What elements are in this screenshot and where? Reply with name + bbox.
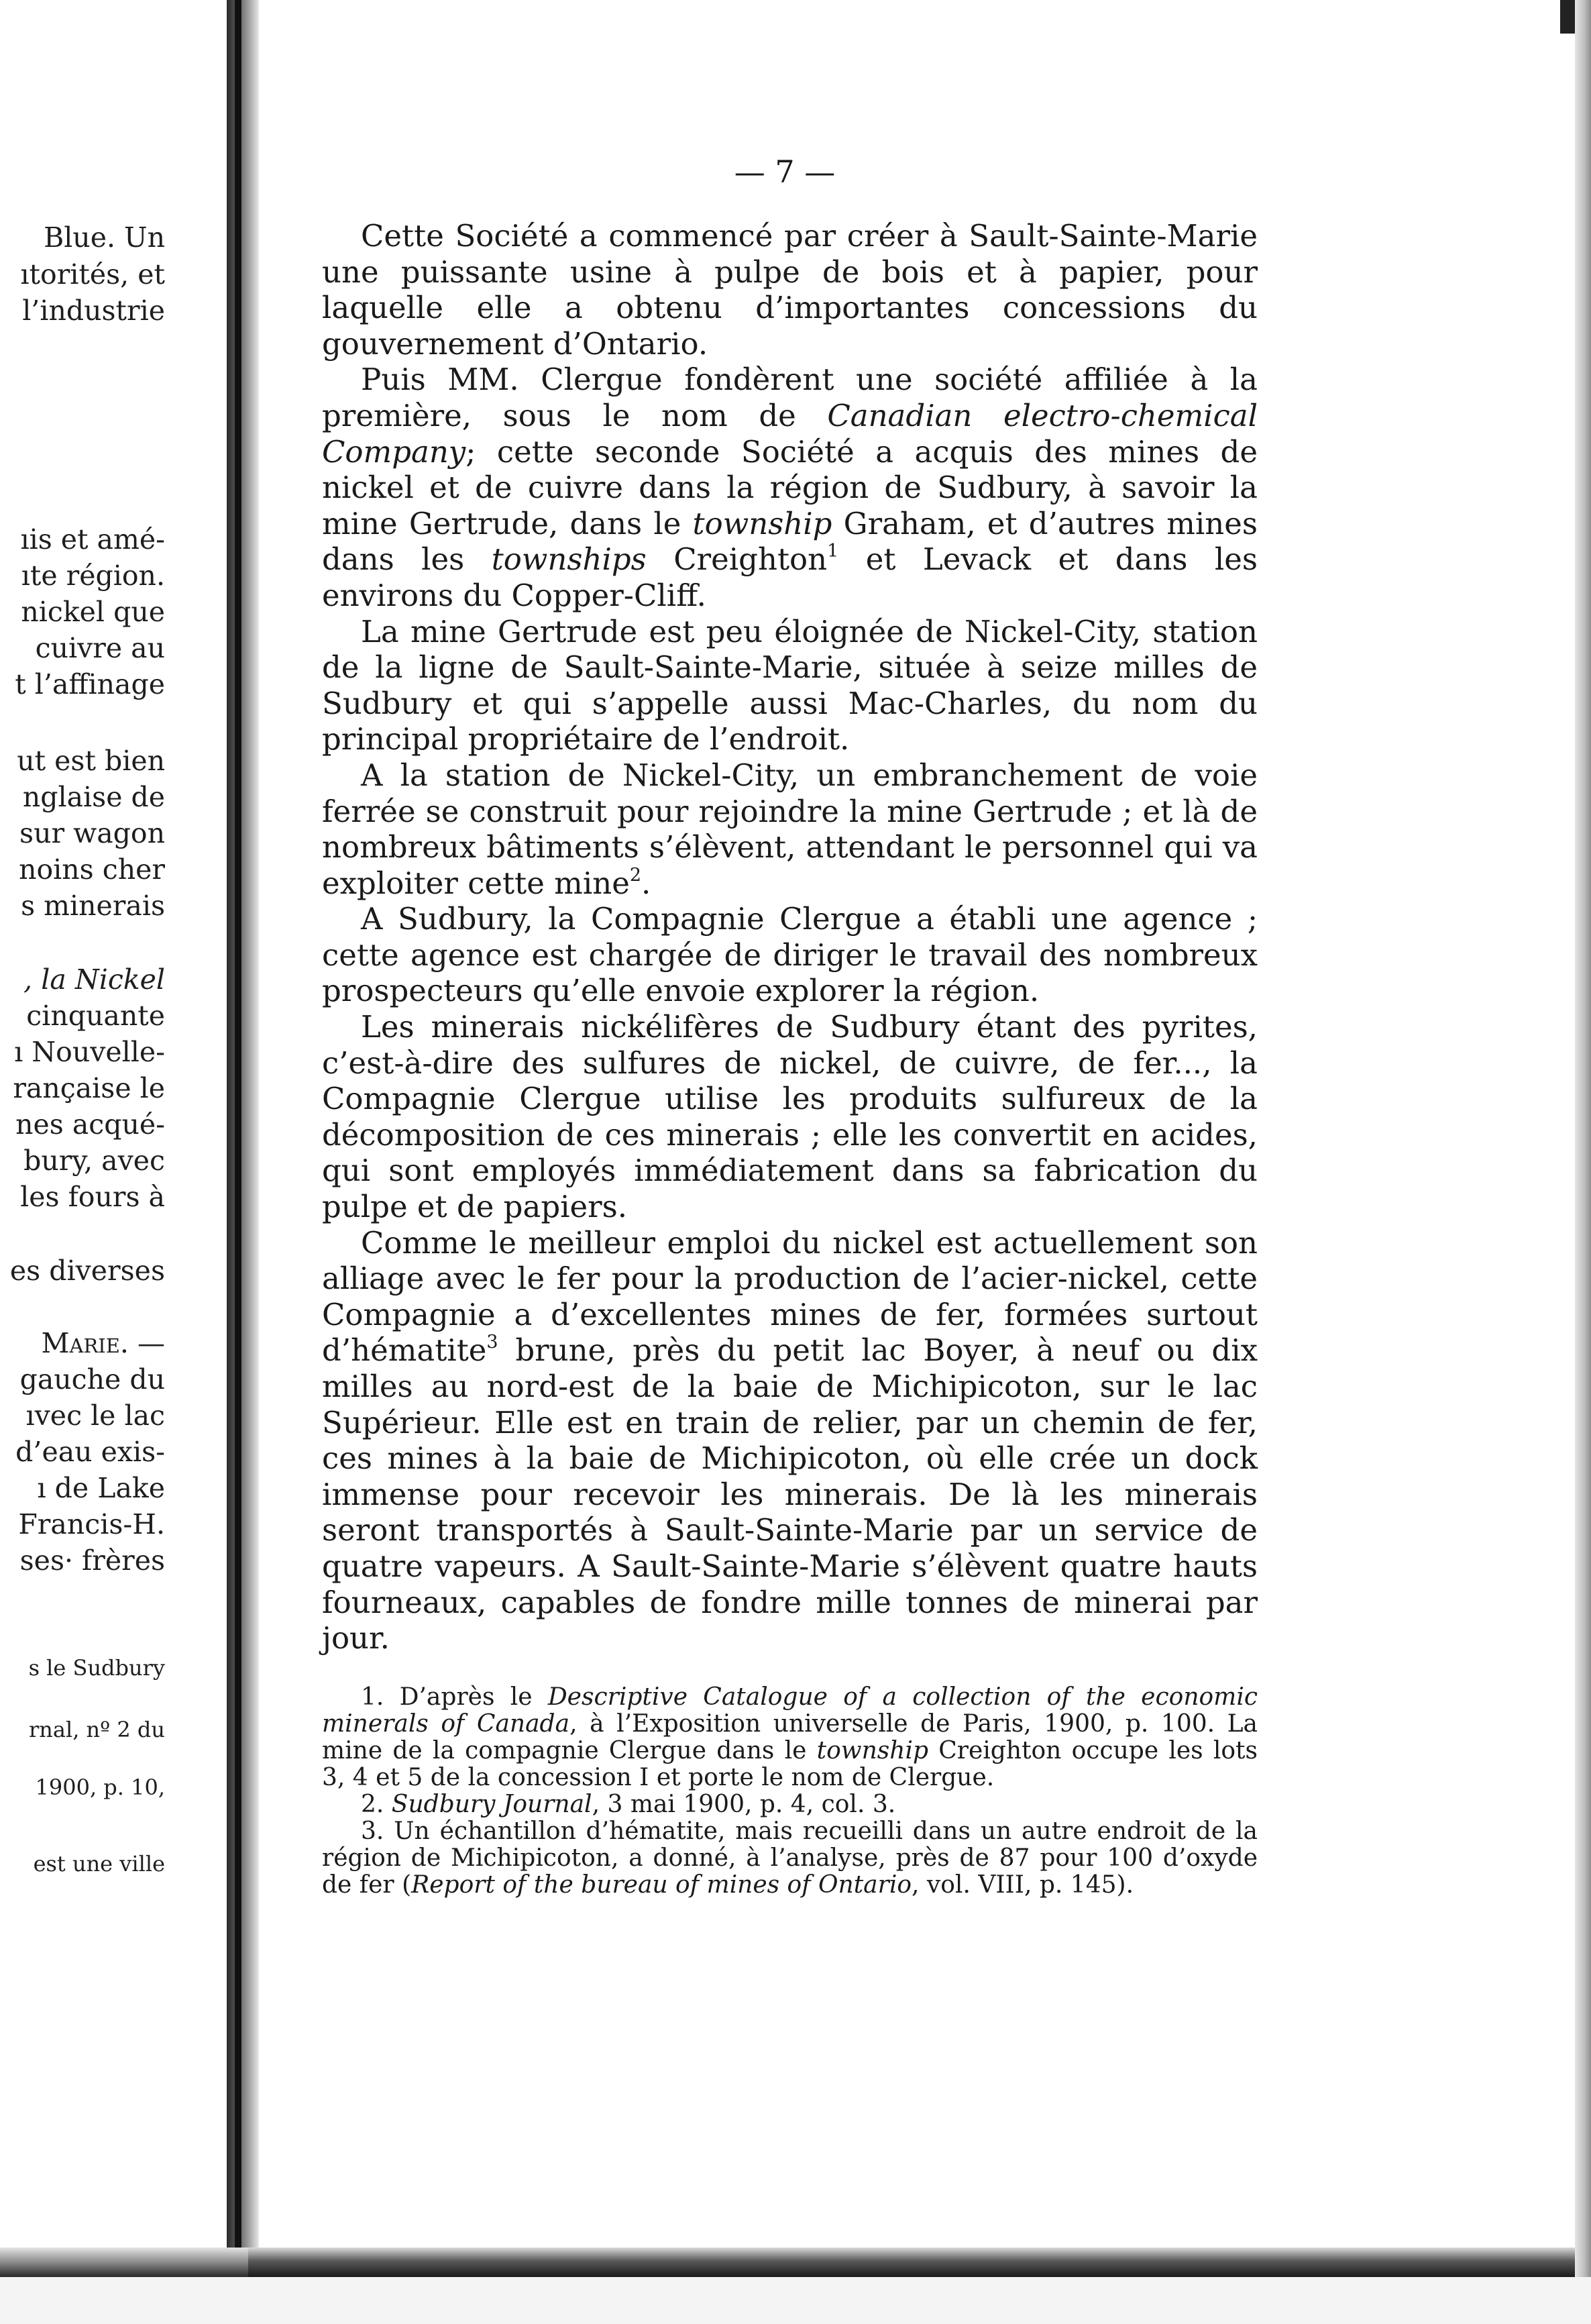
footnote-ref: 3 [486, 1332, 498, 1353]
left-page-line: les fours à [20, 1181, 165, 1213]
footnote-ref: 2 [629, 864, 642, 886]
left-page-line: ıvec le lac [25, 1399, 165, 1432]
binding-gutter [227, 0, 259, 2324]
left-page-line: Francis-H. [18, 1508, 165, 1540]
binding-shadow [235, 0, 241, 2324]
page-number: — 7 — [734, 154, 836, 190]
left-page-line: gauche du [19, 1363, 165, 1395]
left-page-line: nglaise de [22, 781, 165, 813]
paragraph: A la station de Nickel-City, un embranchement de voie ferrée se construit pour rejoindre la mine Gertrude ; et là de nombreux bâtiments s’élèvent, attendant le personnel qui va exploiter cette mine$^2$. [322, 757, 1258, 901]
footnote-ref: 1 [827, 541, 839, 562]
footnote: 2. Sudbury Journal, 3 mai 1900, p. 4, col. 3. [361, 1791, 896, 1818]
paragraph: Les minerais nickélifères de Sudbury étant des pyrites, c’est-à-dire des sulfures de nickel, de cuivre, de fer..., la Compagnie Clergue utilise les produits sulfureux de la décomposition de ces minerais ; elle les convertit en acides, qui sont employés immédiatement dans sa fabrication du pulpe et de papiers. [322, 1009, 1258, 1225]
left-page-line: bury, avec [23, 1145, 165, 1177]
footnotes [322, 1684, 1258, 1899]
left-page-line: cuivre au [35, 632, 165, 664]
left-page-line: 1900, p. 10, [35, 1775, 165, 1800]
left-page-line: ıtorités, et [20, 258, 165, 290]
paragraph: La mine Gertrude est peu éloignée de Nickel-City, station de la ligne de Sault-Sainte-Marie, située à seize milles de Sudbury et qui s’appelle aussi Mac-Charles, du nom du principal propriétaire de l’endroit. [322, 613, 1258, 757]
footnote: 1. D’après le Descriptive Catalogue of a collection of the economic minerals of Canada, à l’Exposition universelle de Paris, 1900, p. 100. La mine de la compagnie Clergue dans le township Creighton occupe les lots 3, 4 et 5 de la concession I et porte le nom de Clergue. [322, 1683, 1258, 1791]
left-page-line: ıis et amé- [20, 523, 165, 556]
left-page-line: sur wagon [19, 817, 165, 849]
left-page-line: nickel que [21, 596, 165, 628]
left-page-line: d’eau exis- [15, 1436, 165, 1468]
paragraph: Cette Société a commencé par créer à Sault-Sainte-Marie une puissante usine à pulpe de bois et à papier, pour laquelle elle a obtenu d’importantes concessions du gouvernement d’Ontario. [322, 218, 1258, 362]
left-page-line: nes acqué- [15, 1108, 165, 1141]
left-page-line: ı de Lake [37, 1472, 165, 1504]
left-page-line: est une ville [33, 1851, 165, 1877]
scan-bottom-shadow [0, 2248, 248, 2277]
left-page-line: rançaise le [13, 1072, 165, 1104]
scan-bottom-margin [0, 2277, 1591, 2324]
left-page-line: , la Nickel [23, 963, 165, 996]
scan-bottom-edge [248, 2248, 1575, 2277]
left-page-line: ıte région. [21, 560, 165, 592]
left-page-line: ses· frères [19, 1544, 165, 1577]
left-page-line: es diverses [9, 1255, 165, 1287]
left-page-line: ut est bien [17, 745, 165, 777]
paragraph: A Sudbury, la Compagnie Clergue a établi une agence ; cette agence est chargée de diriger le travail des nombreux prospecteurs qu’elle envoie explorer la région. [322, 901, 1258, 1009]
left-page-line: s minerais [21, 890, 165, 922]
paragraph: Comme le meilleur emploi du nickel est actuellement son alliage avec le fer pour la production de l’acier-nickel, cette Compagnie a d’excellentes mines de fer, formées surtout d’hématite$^3$ brune, près du petit lac Boyer, à neuf ou dix milles au nord-est de la baie de Michipicoton, sur le lac Supérieur. Elle est en train de relier, par un chemin de fer, ces mines à la baie de Michipicoton, où elle crée un dock immense pour recevoir les minerais. De là les minerais seront transportés à Sault-Sainte-Marie par un service de quatre vapeurs. A Sault-Sainte-Marie s’élèvent quatre hauts fourneaux, capables de fondre mille tonnes de minerai par jour. [322, 1224, 1258, 1656]
footnote: 3. Un échantillon d’hématite, mais recueilli dans un autre endroit de la région de Michipicoton, a donné, à l’analyse, près de 87 pour 100 d’oxyde de fer (Report of the bureau of mines of Ontario, vol. VIII, p. 145). [322, 1817, 1258, 1899]
left-page-line: rnal, nº 2 du [28, 1717, 165, 1742]
left-page-line: s le Sudbury [28, 1655, 165, 1681]
left-page-line: noins cher [19, 853, 165, 886]
left-page-line: Blue. Un [44, 221, 165, 254]
left-page-line: cinquante [26, 1000, 165, 1032]
company-name: Canadian electro-chemical Company [322, 397, 1258, 470]
left-page-line: Marie. — [41, 1327, 165, 1359]
left-page-fragment [0, 0, 228, 2324]
left-page-line: l’industrie [22, 295, 165, 327]
left-page-line: ı Nouvelle- [14, 1036, 165, 1068]
scan-corner [1560, 0, 1575, 34]
body-text [322, 218, 1258, 1656]
scan-right-edge [1575, 0, 1591, 2324]
left-page-line: t l’affinage [15, 668, 165, 700]
paragraph: Puis MM. Clergue fondèrent une société affiliée à la première, sous le nom de Canadian electro-chemical Company; cette seconde Société a acquis des mines de nickel et de cuivre dans la région de Sudbury, à savoir la mine Gertrude, dans le township Graham, et d’autres mines dans les townships Creighton$^1$ et Levack et dans les environs du Copper-Cliff. [322, 362, 1258, 613]
